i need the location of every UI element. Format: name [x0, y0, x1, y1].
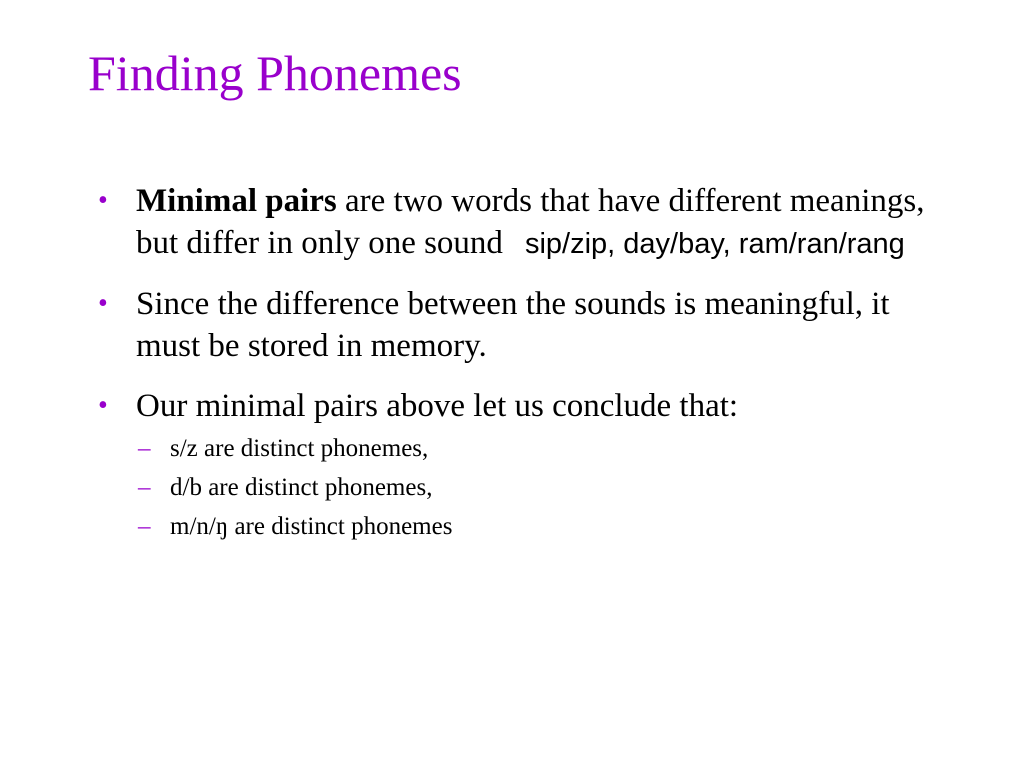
bullet-text: Our minimal pairs above let us conclude that: — [136, 388, 739, 424]
bullet-marker: • — [98, 185, 108, 216]
bullet-text: Since the difference between the sounds is meaningful, it must be stored in memory. — [136, 286, 890, 364]
sub-bullet-text: m/n/ŋ are distinct phonemes — [170, 513, 453, 540]
sub-bullet-item — [136, 468, 956, 507]
sub-bullet-item — [136, 507, 956, 546]
bullet-item-minimal-pairs — [96, 180, 956, 265]
bullet-text: are two words that have different meanings, but differ in only one sound — [136, 183, 925, 261]
bullet-item-conclusion — [96, 385, 956, 546]
bullet-item-difference — [96, 283, 956, 367]
sub-bullet-item — [136, 429, 956, 468]
sub-bullet-list — [136, 429, 956, 546]
slide-title: Finding Phonemes — [88, 45, 462, 101]
bullet-marker: • — [98, 390, 108, 421]
sub-bullet-text: d/b are distinct phonemes, — [170, 474, 433, 501]
bullet-bold-term: Minimal pairs — [136, 183, 337, 219]
sub-bullet-marker: – — [138, 474, 151, 501]
bullet-marker: • — [98, 288, 108, 319]
sub-bullet-marker: – — [138, 435, 151, 462]
sub-bullet-text: s/z are distinct phonemes, — [170, 435, 429, 462]
sub-bullet-marker: – — [138, 513, 151, 540]
bullet-list — [96, 180, 956, 564]
bullet-examples: sip/zip, day/bay, ram/ran/rang — [524, 228, 905, 260]
